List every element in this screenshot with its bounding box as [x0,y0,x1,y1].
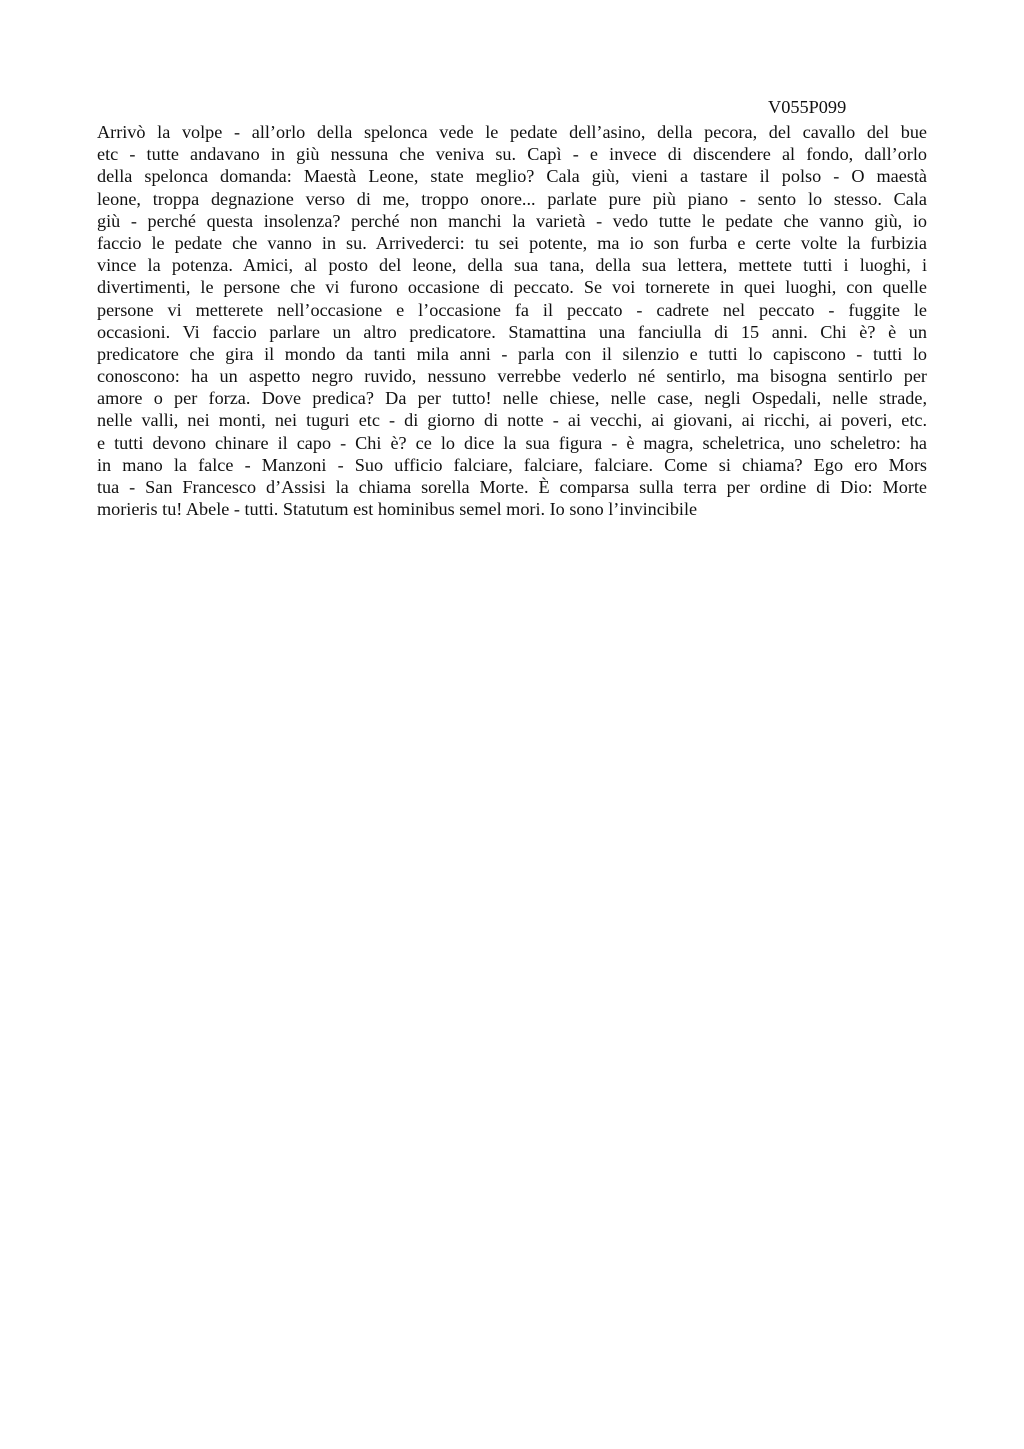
text-line: Arrivò la volpe - all’orlo della spelonca vede le pedate dell’asino, della pecora, del cavallo del bue [97,122,927,142]
text-line: occasioni. Vi faccio parlare un altro predicatore. Stamattina una fanciulla di 15 anni. Chi è? è un [97,321,927,342]
text-line: nelle valli, nei monti, nei tuguri etc - di giorno di notte - ai vecchi, ai giovani, ai ricchi, ai poveri, etc. [97,410,927,431]
body-paragraph [97,121,927,520]
text-line: della spelonca domanda: Maestà Leone, state meglio? Cala giù, vieni a tastare il polso - O maestà [97,166,927,187]
text-line: tua - San Francesco d’Assisi la chiama sorella Morte. È comparsa sulla terra per ordine di Dio: Morte [97,477,927,497]
page-identifier: V055P099 [768,97,847,117]
text-line: leone, troppa degnazione verso di me, troppo onore... parlate pure più piano - sento lo stesso. Cala [97,188,927,209]
text-line: persone vi metterete nell’occasione e l’occasione fa il peccato - cadrete nel peccato - fuggite le [97,299,927,320]
text-line: conoscono: ha un aspetto negro ruvido, nessuno verrebbe vederlo né sentirlo, ma bisogna sentirlo per [97,366,927,387]
text-line-last: morieris tu! Abele - tutti. Statutum est hominibus semel mori. Io sono l’invincibile [97,499,698,520]
text-line: predicatore che gira il mondo da tanti mila anni - parla con il silenzio e tutti lo capiscono - tutti lo [97,343,927,364]
text-line: e tutti devono chinare il capo - Chi è? ce lo dice la sua figura - è magra, scheletrica, uno scheletro: ha [97,432,927,453]
text-line: in mano la falce - Manzoni - Suo ufficio falciare, falciare, falciare. Come si chiama? Ego ero Mors [97,454,927,475]
text-line: faccio le pedate che vanno in su. Arrivederci: tu sei potente, ma io son furba e certe volte la furbizia [97,232,927,253]
text-line: giù - perché questa insolenza? perché non manchi la varietà - vedo tutte le pedate che vanno giù, io [97,210,927,231]
text-line: amore o per forza. Dove predica? Da per tutto! nelle chiese, nelle case, negli Ospedali, nelle strade, [97,388,927,409]
text-line: vince la potenza. Amici, al posto del leone, della sua tana, della sua lettera, mettete tutti i luoghi, i [97,255,927,276]
text-line: divertimenti, le persone che vi furono occasione di peccato. Se voi tornerete in quei luoghi, con quelle [97,277,927,298]
text-line: etc - tutte andavano in giù nessuna che veniva su. Capì - e invece di discendere al fondo, dall’orlo [97,144,927,165]
